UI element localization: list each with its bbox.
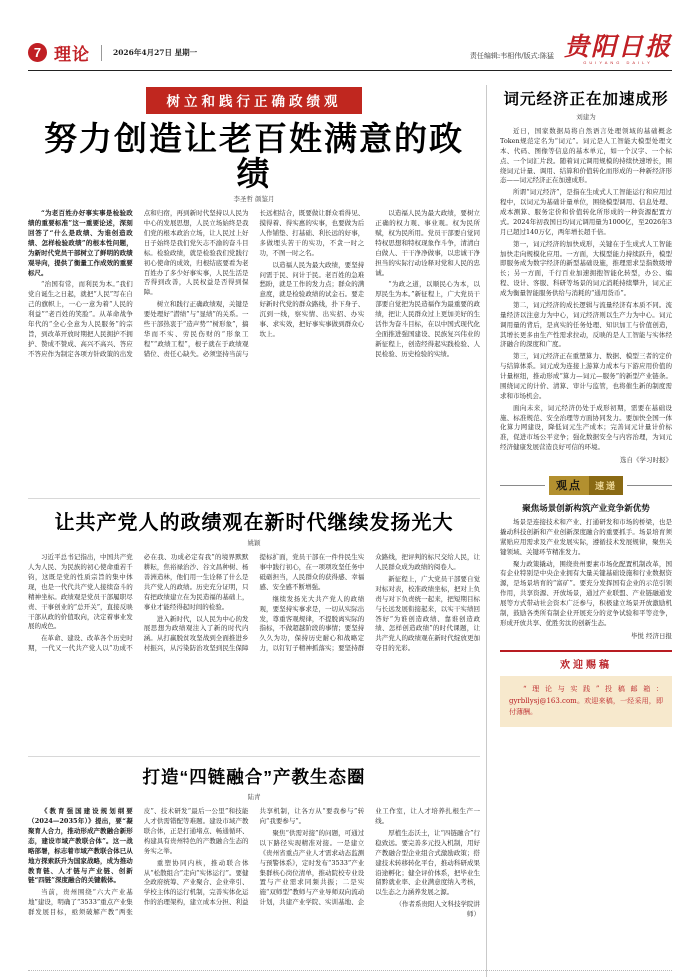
masthead: [564, 34, 672, 65]
paragraph: “为政之道，以顺民心为本，以厚民生为本。”新征程上，广大党员干部要自觉把为民造福作为最重要的政绩，把让人民群众过上更加美好的生活作为奋斗目标，在以中国式现代化全面推进强国建设、民族复兴伟业的新征程上，创造经得起实践检验、人民检验、历史检验的实绩。: [375, 280, 480, 358]
article-token-source: 选自《学习时报》: [620, 456, 672, 464]
article-bottom-attribution: （作者系贵阳人文科技学院讲师）: [395, 900, 480, 919]
article-main-kicker: 树立和践行正确政绩观: [146, 87, 362, 114]
submission-text: “理论与实践”投稿邮箱：gyrbllysj@163.com。欢迎来稿，一经采用，即付薄酬。: [509, 684, 663, 717]
article-middle-body: [28, 553, 480, 749]
header-divider: [101, 45, 102, 61]
section-separator: [28, 756, 480, 757]
paragraph: 进入新时代，以人民为中心的发展思想为政绩观注入了新的时代内涵。从打赢脱贫攻坚战到全面推进乡村振兴，从污染防治攻坚到民生保障提标扩面，党员干部在一件件民生实事中践行初心，在一项项攻坚任务中砥砺担当，人民群众的获得感、幸福感、安全感不断增强。: [143, 553, 365, 653]
article-middle-author: 姚颖: [247, 539, 261, 548]
paragraph: 厚植生态沃土，让“四链融合”行稳致远。要完善多元投入机制，用好产教融合型企业组合式激励政策；搭建技术转移转化平台，推动科研成果沿途孵化；健全评价体系，把毕业生留黔就业率、企业满意度纳入考核，以生态之力涵养发展之源。: [375, 829, 480, 897]
paragraph: 继续发扬光大共产党人的政绩观，要坚持实事求是，一切从实际出发，尊重客观规律，不提脱离实际的指标，不做超越阶段的事情；要坚持久久为功，保持历史耐心和战略定力，以钉钉子精神抓落实；要坚持群众路线，把评判的标尺交给人民，让人民群众成为政绩的阅卷人。: [259, 553, 480, 653]
page-number-badge: 7: [28, 43, 47, 62]
paragraph: 习近平总书记指出，中国共产党人为人民、为民族的初心使命重若千钧，这既是党的性质宗旨的集中体现，也是一代代共产党人接续奋斗的精神坐标。政绩观是党员干部履职尽责、干事创业的“总开关”，直接反映干部从政的价值取向，决定着事业发展的成色。: [28, 553, 133, 631]
paragraph: 当前，贵州围绕“六大产业基地”建设，明确了“3533”重点产业集群发展目标，亟须破解产教“两张皮”、技术研发“最后一公里”和技能人才供需错配等难题。建设市域产教联合体，正是打通堵点、畅通循环、构建具有贵州特色的产教融合生态的务实之举。: [28, 807, 249, 917]
paragraph: 近日，国家数据局将自然语言处理领域的基础概念Token规范定名为“词元”。词元是人工智能大模型处理文本、代码、图像等信息的基本单元，如一个汉字、一个标点、一个词汇片段。随着词元调用规模的持续快速增长，围绕词元计量、调用、结算和价值转化而形成的一种新经济形态——词元经济正在加速成形。: [500, 127, 672, 185]
paragraph: 《教育强国建设规划纲要（2024—2035年）》提出，要“凝聚育人合力，推动形成产教融合新形态，建设市域产教联合体”。这一战略部署，标志着市域产教联合体已从地方探索跃升为国家战略，成为推动教育链、人才链与产业链、创新链“四链”深度融合的关键载体。: [28, 807, 133, 885]
article-main-title: 努力创造让老百姓满意的政绩: [44, 120, 464, 192]
paragraph: 聚力政策撬动，围绕贵州要素市场化配置机制改革，国有企业特别是中央企业拥有大量关键基础设施和行业数据资源，是场景培育的“富矿”。要充分发挥国有企业的示范引领作用，共享资源、开放场景，通过产业联盟、产业链融通发展等方式带动社会资本广泛参与，积极建立场景开放激励机制，鼓励各类所有制企业开展充分的竞争试验和平等竞争，形成开放共享、优胜劣汰的创新生态。: [500, 559, 672, 627]
editors-line: 责任编辑:韦相伟/版式:陈猛: [469, 52, 554, 60]
article-opinion-attribution: 毕悦 经济日报: [630, 631, 672, 640]
article-token-title: 词元经济正在加速成形: [503, 91, 669, 108]
paragraph: “为老百姓办好事实事是检验政绩的重要标准”这一重要论述，深刻回答了“什么是政绩、为谁创造政绩、怎样检验政绩”的根本性问题，为新时代党员干部树立了鲜明的政绩观导向，提供了衡量工作成效的重要标尺。: [28, 209, 133, 277]
paragraph: 树立和践行正确政绩观，关键是要处理好“潜绩”与“显绩”的关系。一些干部热衷于“造声势”“树形象”，搞华而不实、劳民伤财的“形象工程”“政绩工程”，根子就在于政绩观错位、责任心缺失。必须坚持当前与长远相结合，既要做让群众看得见、摸得着、得实惠的实事，也要做为后人作铺垫、打基础、利长远的好事，多做埋头苦干的实功，不贪一时之功，不图一时之名。: [143, 209, 365, 358]
paragraph: 以造福人民为最大政绩，要树立正确的权力观、事业观。权为民所赋，权为民所用。党员干部要自觉同特权思想和特权现象作斗争，清清白白做人、干干净净做事，以忠诚干净担当的实际行动诠释对党和人民的忠诚。: [375, 209, 480, 277]
article-opinion-headline: 聚焦场景创新构筑产业竞争新优势: [522, 504, 650, 514]
paragraph: 第二，词元经济的成长逻辑与流量经济有本质不同。流量经济以注意力为中心，词元经济则以生产力为中心。词元调用量的背后，是真实的任务处理、知识加工与价值创造，其增长更多由生产性需求拉动，反映的是人工智能与实体经济融合的深度和广度。: [500, 300, 672, 349]
right-column-area: [493, 85, 672, 977]
section-separator: [28, 498, 480, 499]
paragraph: 重塑协同内核，推动联合体从“松散组合”走向“实体运行”。要健全政府统筹、产业聚合、企业牵引、学校主体的运行机制，完善实体化运作的治理架构，建立成本分担、利益共享机制，让各方从“要我参与”转向“我要参与”。: [143, 807, 365, 907]
paragraph: 聚焦“供需对接”的问题，可通过以下路径实现精准对接。一是建立《贵州省重点产业人才需求动态监测与预警体系》，定时发布“3533”产业集群核心岗位清单，推动院校专业设置与产业需求同频共振；二是实施“双师型”教师与产业导师双向流动计划，共建产业学院、实训基地、企业工作室，让人才培养扎根生产一线。: [259, 807, 480, 907]
paragraph: 以造福人民为最大政绩，要坚持问需于民、问计于民。老百姓的急难愁盼，就是工作的发力点；群众的满意度，就是检验政绩的试金石。要走好新时代党的群众路线，扑下身子、沉到一线，察实情、出实招、办实事、求实效，把好事实事做到群众心坎上。: [259, 260, 365, 338]
left-column-area: [28, 85, 480, 977]
banner-line-left: [500, 485, 545, 486]
article-bottom-body: [28, 807, 480, 977]
paragraph: 面向未来，词元经济仍处于成形初期，需要在基础设施、标准规范、安全治理等方面协同发力。要加快全国一体化算力网建设，降低词元生产成本；完善词元计量计价标准，促进市场公平竞争；强化数据安全与内容治理，为词元经济健康发展营造良好可信的环境。: [500, 403, 672, 452]
express-tag: 速递: [589, 476, 623, 495]
paragraph: 第三，词元经济正在重塑算力、数据、模型三者的定价与结算体系。词元成为连接上游算力成本与下游应用价值的计量枢纽，推动形成“算力—词元—服务”的新型产业链条。围绕词元的计价、清算、审计与监管，也将催生新的制度需求和市场机会。: [500, 352, 672, 400]
article-token: [500, 87, 672, 464]
vertical-rule: [486, 85, 487, 977]
opinion-tag: 观点: [549, 476, 589, 495]
header-rule: [28, 70, 672, 71]
submission-box: [500, 676, 672, 728]
article-middle: [28, 506, 480, 749]
opinion-banner: [500, 476, 672, 495]
article-main-body: [28, 209, 480, 491]
article-main-byline: 李圣哲 颜鉴月: [233, 195, 275, 204]
submission-rule: [500, 650, 672, 652]
article-bottom-author: 陆青: [247, 793, 261, 802]
paragraph: 场景是连接技术和产业、打通研发和市场的桥梁，也是撬动科技创新和产业创新深度融合的重要抓手。场景培育须紧贴应用需求及产业发展实际，遵循技术发展规律，聚焦关键领域、关键环节精准发力。: [500, 518, 672, 556]
paragraph: “治国有常，而利民为本。”我们党自诞生之日起，就把“人民”写在自己的旗帜上，一心一意为着“人民的利益”“老百姓的笑脸”。从革命战争年代的“全心全意为人民服务”的宗旨，到改革开放时期把人民拥护不拥护、赞成不赞成、高兴不高兴、答应不答应作为制定各项方针政策的出发点和归宿，再到新时代坚持以人民为中心的发展思想，人民立场始终是我们党的根本政治立场，让人民过上好日子始终是我们党矢志不渝的奋斗目标。检验政绩，就是检验我们党践行初心使命的成效，归根结底要看为老百姓办了多少好事实事，人民生活是否得到改善，人民权益是否得到保障。: [28, 209, 249, 358]
article-bottom: [28, 764, 480, 977]
paragraph: 在革命、建设、改革各个历史时期，一代又一代共产党人以“功成不必在我、功成必定有我”的境界默默耕耘，焦裕禄治沙、谷文昌种树、杨善洲造林，他们用一生诠释了什么是共产党人的政绩。历史充分证明，只有把政绩建立在为民造福的基础上，事业才能经得起时间的检验。: [28, 553, 249, 653]
masthead-subtitle: GUIYANG DAILY: [583, 60, 653, 65]
section-title: 理论: [54, 45, 90, 64]
dateline: 2026年4月27日 星期一: [113, 48, 198, 57]
article-opinion: [500, 502, 672, 640]
banner-line-right: [627, 485, 672, 486]
article-middle-title: 让共产党人的政绩观在新时代继续发扬光大: [54, 512, 454, 535]
article-main: [28, 87, 480, 491]
article-token-author: 刘建为: [576, 113, 596, 121]
page-header: [28, 34, 672, 70]
article-opinion-body: [500, 518, 672, 629]
submission-title: 欢迎赐稿: [560, 659, 612, 671]
article-token-body: [500, 127, 672, 453]
article-bottom-title: 打造“四链融合”产教生态圈: [142, 767, 366, 788]
page-footer-rule: [28, 970, 672, 971]
paragraph: 新征程上，广大党员干部要自觉对标对表，校准政绩坐标，把对上负责与对下负责统一起来，把短期目标与长远发展衔接起来，以实干实绩回答好“为谁创造政绩、靠谁创造政绩、怎样创造政绩”的时代课题，让共产党人的政绩观在新时代绽放更加夺目的光彩。: [375, 575, 480, 653]
paragraph: 第一，词元经济的加快成形，关键在于生成式人工智能加快走向规模化应用。一方面，大模型能力持续跃升，模型即服务成为数字经济的新型基础设施，推理需求呈指数级增长；另一方面，千行百业加速拥抱智能化转型，办公、编程、设计、客服、科研等场景的词元消耗持续攀升，词元正成为衡量智能服务供给与消耗的“通用货币”。: [500, 239, 672, 297]
paragraph: 所谓“词元经济”，是指在生成式人工智能运行和应用过程中，以词元为基础计量单位，围绕模型调用、信息处理、成本测算、服务定价和价值转化所形成的一种资源配置方式。2024年初我国日均词元调用量为1000亿，至2026年3月已超过140万亿，两年增长超千倍。: [500, 188, 672, 236]
submission-notice: [500, 650, 672, 728]
masthead-logo: 贵阳日报: [563, 32, 672, 61]
content-grid: [28, 85, 672, 977]
